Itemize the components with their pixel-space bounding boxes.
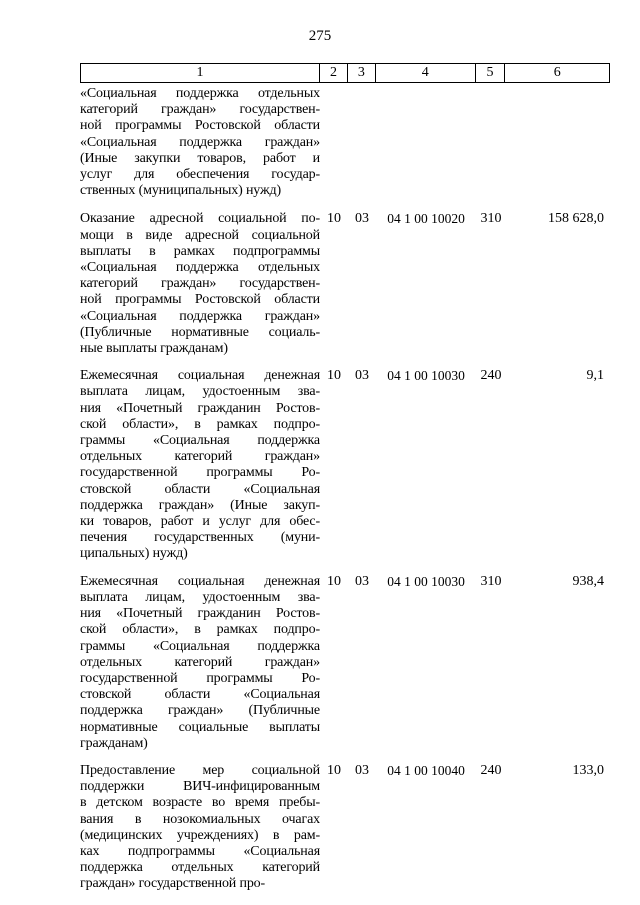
subsection-code <box>348 86 376 199</box>
header-col-2: 2 <box>320 64 348 82</box>
expense-type-code <box>476 86 506 199</box>
description-line: ципальных) нужд) <box>80 546 188 562</box>
description-line: поддержка граждан» (Иные закуп- <box>80 497 320 513</box>
table-body <box>80 86 610 893</box>
target-article-code: 04 1 00 10040 <box>387 762 465 778</box>
description-line: ской области», в рамках подпро- <box>80 416 320 432</box>
header-col-1: 1 <box>81 64 320 82</box>
description-line: поддержки ВИЧ-инфицированным <box>80 779 320 795</box>
description-line: категорий граждан» государствен- <box>80 276 320 292</box>
description-line: ной программы Ростовской области <box>80 292 320 308</box>
table-header <box>80 63 610 83</box>
row-description <box>80 574 320 752</box>
table-row <box>80 86 610 199</box>
header-col-4: 4 <box>376 64 476 82</box>
expense-type-code: 310 <box>480 211 502 227</box>
description-line: стовской области «Социальная <box>80 481 320 497</box>
table-row <box>80 574 610 752</box>
subsection-code: 03 <box>355 573 369 589</box>
description-line: ния «Почетный гражданин Ростов- <box>80 400 320 416</box>
target-article-code: 04 1 00 10020 <box>387 211 465 227</box>
description-line: Ежемесячная социальная денежная <box>80 573 320 589</box>
description-line: ки товаров, работ и услуг для обес- <box>80 514 320 530</box>
expense-type-code: 310 <box>480 573 502 589</box>
row-description <box>80 86 320 199</box>
header-col-6: 6 <box>553 65 561 80</box>
description-line: нормативные социальные выплаты <box>80 719 320 735</box>
description-line: поддержка граждан» (Публичные <box>80 703 320 719</box>
description-line: выплата лицам, удостоенным зва- <box>80 384 320 400</box>
amount: 158 628,0 <box>548 211 604 227</box>
table-row <box>80 368 610 562</box>
description-line: гражданам) <box>80 735 148 751</box>
description-line: мощи в виде адресной социальной <box>80 227 320 243</box>
description-line: поддержка отдельных категорий <box>80 860 320 876</box>
description-line: в детском возрасте во время пребы- <box>80 795 320 811</box>
description-line: граммы «Социальная поддержка <box>80 433 320 449</box>
amount: 9,1 <box>586 368 604 384</box>
row-description <box>80 211 320 357</box>
description-line: государственной программы Ро- <box>80 670 320 686</box>
description-line: Ежемесячная социальная денежная <box>80 368 320 384</box>
description-line: ской области», в рамках подпро- <box>80 622 320 638</box>
description-line: (медицинских учреждениях) в рам- <box>80 827 320 843</box>
description-line: «Социальная поддержка отдельных <box>80 260 320 276</box>
description-line: «Социальная поддержка граждан» <box>80 308 320 324</box>
description-line: отдельных категорий граждан» <box>80 449 320 465</box>
description-line: печения государственных (муни- <box>80 530 320 546</box>
description-line: Предоставление мер социальной <box>80 762 320 778</box>
description-line: категорий граждан» государствен- <box>80 102 320 118</box>
description-line: (Публичные нормативные социаль- <box>80 324 320 340</box>
subsection-code: 03 <box>355 211 369 227</box>
description-line: ные выплаты гражданам) <box>80 341 228 357</box>
amount: 133,0 <box>572 762 604 778</box>
section-code <box>320 86 348 199</box>
description-line: государственной программы Ро- <box>80 465 320 481</box>
description-line: Оказание адресной социальной по- <box>80 211 320 227</box>
description-line: услуг для обеспечения государ- <box>80 167 320 183</box>
table-row <box>80 763 610 893</box>
target-article-code: 04 1 00 10030 <box>387 573 465 589</box>
description-line: выплаты в рамках подпрограммы <box>80 243 320 259</box>
description-line: ной программы Ростовской области <box>80 118 320 134</box>
section-code: 10 <box>327 573 341 589</box>
target-article-code: 04 1 00 10030 <box>387 368 465 384</box>
page-number: 275 <box>308 28 332 44</box>
row-description <box>80 368 320 562</box>
section-code: 10 <box>327 762 341 778</box>
description-line: «Социальная поддержка граждан» <box>80 134 320 150</box>
target-article-code <box>376 86 476 199</box>
header-col-5: 5 <box>476 64 506 82</box>
section-code: 10 <box>327 368 341 384</box>
description-line: граждан» государственной про- <box>80 876 266 892</box>
description-line: отдельных категорий граждан» <box>80 654 320 670</box>
description-line: стовской области «Социальная <box>80 687 320 703</box>
description-line: граммы «Социальная поддержка <box>80 638 320 654</box>
section-code: 10 <box>327 211 341 227</box>
expense-type-code: 240 <box>480 762 502 778</box>
header-col-3: 3 <box>348 64 376 82</box>
description-line: выплата лицам, удостоенным зва- <box>80 589 320 605</box>
row-description <box>80 763 320 893</box>
description-line: ния «Почетный гражданин Ростов- <box>80 606 320 622</box>
description-line: «Социальная поддержка отдельных <box>80 86 320 101</box>
table-row <box>80 211 610 357</box>
subsection-code: 03 <box>355 762 369 778</box>
amount: 938,4 <box>572 573 604 589</box>
expense-type-code: 240 <box>480 368 502 384</box>
description-line: (Иные закупки товаров, работ и <box>80 150 320 166</box>
description-line: вания в нозокомиальных очагах <box>80 811 320 827</box>
subsection-code: 03 <box>355 368 369 384</box>
description-line: ках подпрограммы «Социальная <box>80 843 320 859</box>
amount <box>506 86 610 199</box>
description-line: ственных (муниципальных) нужд) <box>80 183 281 199</box>
